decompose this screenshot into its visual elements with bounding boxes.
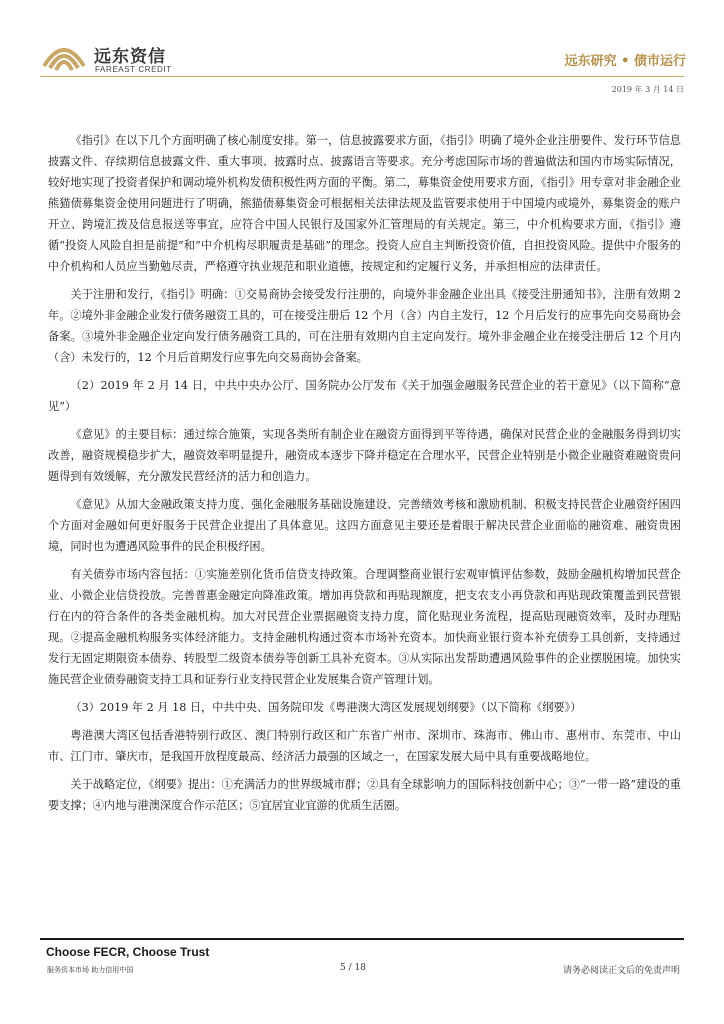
paragraph: 粤港澳大湾区包括香港特别行政区、澳门特别行政区和广东省广州市、深圳市、珠海市、佛山市、惠州市、东莞市、中山市、江门市、肇庆市，是我国开放程度最高、经济活力最强的区域之一，在国家发展大局中具有重要战略地位。	[48, 729, 681, 763]
report-date: 2019 年 3 月 14 日	[611, 85, 684, 94]
footer-slogan-cn: 服务资本市场 助力信用中国	[47, 966, 134, 974]
paragraph: 《意见》的主要目标：通过综合施策，实现各类所有制企业在融资方面得到平等待遇，确保对民营企业的金融服务得到切实改善，融资规模稳步扩大，融资效率明显提升，融资成本逐步下降并稳定在合理水平，民营企业特别是小微企业融资难融资贵问题得到有效缓解，充分激发民营经济的活力和创造力。	[48, 428, 681, 483]
brand-name-en: FAREAST CREDIT	[95, 65, 172, 74]
disclaimer-note: 请务必阅读正文后的免责声明	[562, 966, 680, 976]
paragraph: 《意见》从加大金融政策支持力度、强化金融服务基础设施建设、完善绩效考核和激励机制、积极支持民营企业融资纾困四个方面对金融如何更好服务于民营企业提出了具体意见。这四方面意见主要还是着眼于解决民营企业面临的融资难、融资贵困境，同时也为遭遇风险事件的民企积极纾困。	[48, 498, 681, 553]
footer-divider	[40, 938, 684, 940]
paragraph: （3）2019 年 2 月 18 日，中共中央、国务院印发《粤港澳大湾区发展规划纲要》（以下简称《纲要》）	[70, 701, 582, 714]
brand-name-cn: 远东资信	[94, 47, 166, 67]
company-logo	[40, 38, 180, 78]
page-number: 5 / 18	[340, 963, 366, 973]
section-label: 远东研究 • 债市运行	[564, 54, 686, 69]
paragraph: 有关债券市场内容包括：①实施差别化货币信贷支持政策。合理调整商业银行宏观审慎评估参数，鼓励金融机构增加民营企业、小微企业信贷投放。完善普惠金融定向降准政策。增加再贷款和再贴现额度，把支农支小再贷款和再贴现政策覆盖到民营银行在内的符合条件的各类金融机构。加大对民营企业票据融资支持力度，简化贴现业务流程，提高贴现融资效率，及时办理贴现。②提高金融机构服务实体经济能力。支持金融机构通过资本市场补充资本。加快商业银行资本补充债券工具创新，支持通过发行无固定期限资本债券、转股型二级资本债券等创新工具补充资本。③从实际出发帮助遭遇风险事件的企业摆脱困境。加快实施民营企业债券融资支持工具和证券行业支持民营企业发展集合资产管理计划。	[48, 568, 681, 686]
paragraph: 《指引》在以下几个方面明确了核心制度安排。第一，信息披露要求方面，《指引》明确了境外企业注册要件、发行环节信息披露文件、存续期信息披露文件、重大事项、披露时点、披露语言等要求。充分考虑国际市场的普遍做法和国内市场实际情况，较好地实现了投资者保护和调动境外机构发债积极性两方面的平衡。第二，募集资金使用要求方面，《指引》用专章对非金融企业熊猫债募集资金使用问题进行了明确，熊猫债募集资金可根据相关法律法规及监管要求使用于中国境内或境外，募集资金的账户开立、跨境汇拨及信息报送等事宜，应符合中国人民银行及国家外汇管理局的有关规定。第三，中介机构要求方面，《指引》遵循“投资人风险自担是前提”和“中介机构尽职履责是基础”的理念。投资人应自主判断投资价值，自担投资风险。提供中介服务的中介机构和人员应当勤勉尽责，严格遵守执业规范和职业道德，按规定和约定履行义务，并承担相应的法律责任。	[48, 134, 681, 273]
paragraph: （2）2019 年 2 月 14 日，中共中央办公厅、国务院办公厅发布《关于加强金融服务民营企业的若干意见》（以下简称“意见”）	[48, 379, 681, 413]
header-divider	[40, 76, 684, 77]
paragraph: 关于注册和发行，《指引》明确：①交易商协会接受发行注册的，向境外非金融企业出具《接受注册通知书》，注册有效期 2 年。②境外非金融企业发行债务融资工具的，可在接受注册后 12 个月（含）内自主发行，12 个月后发行的应事先向交易商协会备案。③境外非金融企业定向发行债务融资工具的，可在注册有效期内自主定向发行。境外非金融企业在接受注册后 12 个月内（含）未发行的，12 个月后首期发行应事先向交易商协会备案。	[48, 288, 681, 364]
footer-slogan-en: Choose FECR, Choose Trust	[46, 945, 210, 959]
paragraph: 关于战略定位，《纲要》提出：①充满活力的世界级城市群；②具有全球影响力的国际科技创新中心；③“一带一路”建设的重要支撑；④内地与港澳深度合作示范区；⑤宜居宜业宜游的优质生活圈。	[48, 778, 681, 812]
document-body	[48, 130, 681, 823]
fareast-logo-icon	[40, 40, 88, 76]
